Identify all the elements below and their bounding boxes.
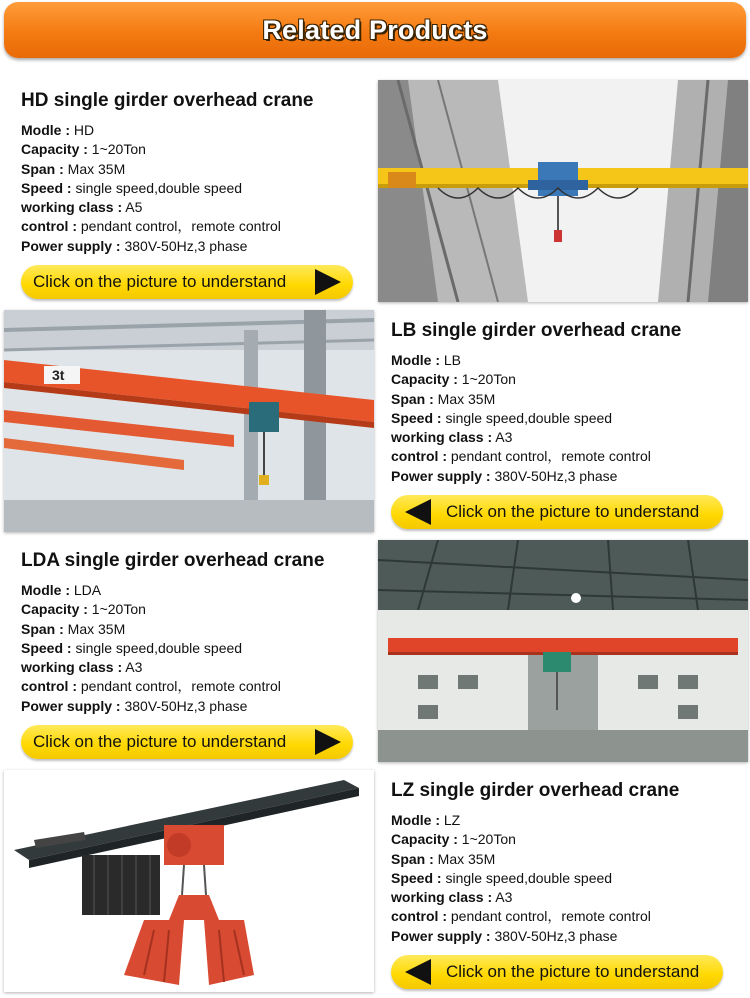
product-lb (0, 310, 750, 540)
product-photo-lb[interactable] (4, 310, 374, 532)
spec-working-class: working class : A3 (391, 429, 513, 446)
spec-power-supply: Power supply : 380V-50Hz,3 phase (391, 927, 618, 944)
spec-model: Modle : HD (21, 122, 95, 138)
crane-image (4, 770, 374, 992)
spec-control: control : pendant control，remote control (391, 908, 651, 925)
spec-model: Modle : LB (391, 352, 462, 368)
crane-image (4, 310, 374, 532)
crane-image (378, 80, 748, 302)
spec-span: Span : Max 35M (391, 850, 496, 867)
svg-text:3t: 3t (52, 367, 65, 383)
product-lz (0, 770, 750, 998)
spec-model: Modle : LDA (21, 582, 102, 598)
arrow-left-icon (405, 499, 431, 525)
product-title: LB single girder overhead crane (391, 320, 682, 341)
product-photo-lda[interactable] (378, 540, 748, 762)
spec-span: Span : Max 35M (21, 160, 126, 177)
spec-working-class: working class : A3 (391, 889, 513, 906)
product-info (21, 90, 371, 256)
spec-working-class: working class : A5 (21, 199, 143, 216)
spec-speed: Speed : single speed,double speed (391, 869, 613, 886)
product-photo-lz[interactable] (4, 770, 374, 992)
arrow-right-icon (315, 729, 341, 755)
related-products-header (4, 2, 746, 58)
cta-label: Click on the picture to understand (446, 962, 700, 981)
product-info (391, 780, 741, 946)
product-lda (0, 540, 750, 770)
cta-label: Click on the picture to understand (33, 732, 287, 751)
product-info (21, 550, 371, 716)
product-hd (0, 80, 750, 310)
cta-label: Click on the picture to understand (446, 502, 700, 521)
spec-capacity: Capacity : 1~20Ton (21, 141, 146, 158)
crane-image (378, 540, 748, 762)
arrow-right-icon (315, 269, 341, 295)
arrow-left-icon (405, 959, 431, 985)
spec-speed: Speed : single speed,double speed (21, 179, 243, 196)
spec-model: Modle : LZ (391, 812, 461, 828)
header-title: Related Products (262, 14, 488, 45)
spec-power-supply: Power supply : 380V-50Hz,3 phase (21, 237, 248, 254)
spec-power-supply: Power supply : 380V-50Hz,3 phase (21, 697, 248, 714)
girder (388, 638, 738, 652)
spec-span: Span : Max 35M (391, 390, 496, 407)
understand-button[interactable] (391, 955, 723, 989)
spec-capacity: Capacity : 1~20Ton (391, 831, 516, 848)
product-info (391, 320, 741, 486)
spec-speed: Speed : single speed,double speed (391, 409, 613, 426)
spec-speed: Speed : single speed,double speed (21, 639, 243, 656)
spec-control: control : pendant control，remote control (391, 448, 651, 465)
understand-button[interactable] (21, 725, 353, 759)
spec-span: Span : Max 35M (21, 620, 126, 637)
product-photo-hd[interactable] (378, 80, 748, 302)
cta-label: Click on the picture to understand (33, 272, 287, 291)
spec-capacity: Capacity : 1~20Ton (21, 601, 146, 618)
product-title: HD single girder overhead crane (21, 90, 314, 111)
product-title: LDA single girder overhead crane (21, 550, 325, 571)
spec-working-class: working class : A3 (21, 659, 143, 676)
spec-control: control : pendant control，remote control (21, 218, 281, 235)
spec-capacity: Capacity : 1~20Ton (391, 371, 516, 388)
spec-power-supply: Power supply : 380V-50Hz,3 phase (391, 467, 618, 484)
understand-button[interactable] (391, 495, 723, 529)
spec-control: control : pendant control，remote control (21, 678, 281, 695)
understand-button[interactable] (21, 265, 353, 299)
product-title: LZ single girder overhead crane (391, 780, 680, 801)
